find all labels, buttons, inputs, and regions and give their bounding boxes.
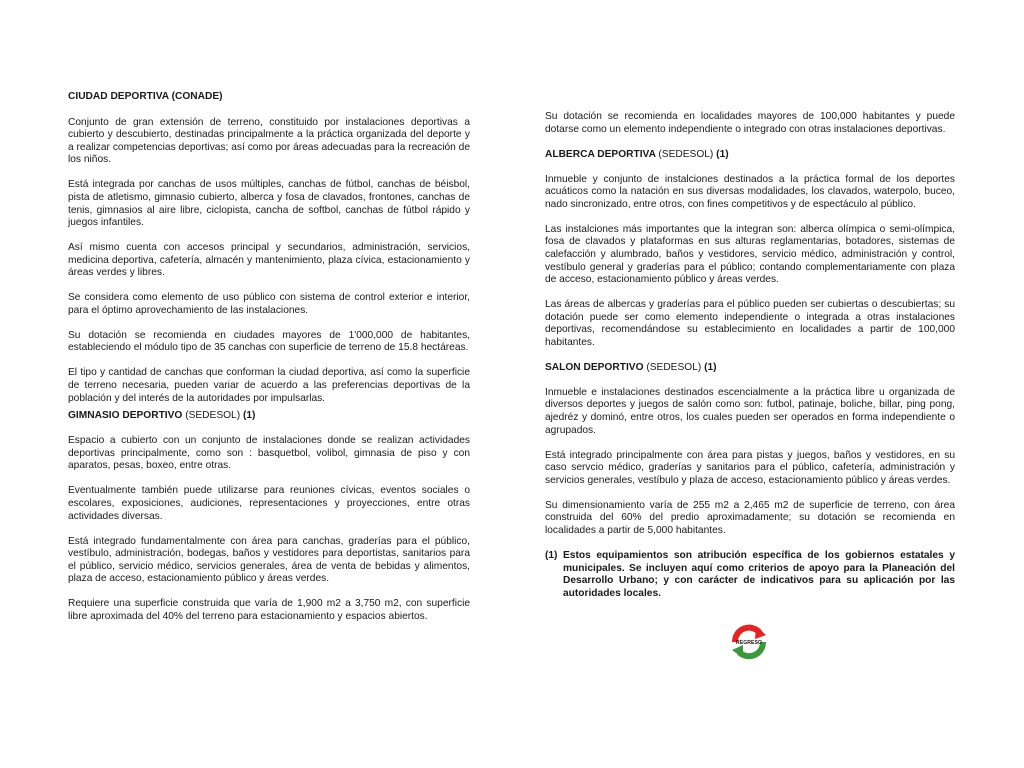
footnote <box>545 550 955 600</box>
ciudad-paragraph: Conjunto de gran extensión de terreno, constituido por instalaciones deportivas a cubierto y descubierto, destinadas principalmente a la práctica organizada del deporte y a realizar competencias deportivas; así como por áreas adecuadas para la recreación de los niños. <box>68 116 470 166</box>
ciudad-paragraph: Su dotación se recomienda en ciudades mayores de 1'000,000 de habitantes, estableciendo el módulo tipo de 35 canchas con superficie de terreno de 15.8 hectáreas. <box>68 329 470 354</box>
salon-paragraph: Su dimensionamiento varía de 255 m2 a 2,465 m2 de superficie de terreno, con área construida del 60% del predio aproximadamente; su dotación se recomienda en localidades a partir de 5,000 habitantes. <box>545 499 955 536</box>
salon-deportivo-heading <box>545 362 955 375</box>
gimnasio-dotacion-paragraph: Su dotación se recomienda en localidades mayores de 100,000 habitantes y puede dotarse como un elemento independiente o integrado con otras instalaciones deportivas. <box>545 111 955 135</box>
gimnasio-heading-main: GIMNASIO DEPORTIVO <box>68 410 183 422</box>
alberca-paragraph: Inmueble y conjunto de instalciones destinados a la práctica formal de los deportes acuáticos como la natación en sus diversas modalidades, los clavados, waterpolo, buceo, nado sincronizado, entre otros, con fines competitivos y de espectáculo al público. <box>545 173 955 210</box>
right-column <box>545 111 955 600</box>
gimnasio-paragraph: Está integrado fundamentalmente con área para canchas, graderías para el público, vestíbulo, administración, bodegas, baños y vestidores para deportistas, sanitarios para el público, servicio médico, servicios generales, área de venta de bebidas y alimentos, plaza de acceso, estacionamiento público y áreas verdes. <box>68 535 470 585</box>
alberca-heading-note: (1) <box>716 148 729 160</box>
ciudad-paragraph: El tipo y cantidad de canchas que conforman la ciudad deportiva, así como la superficie de terreno necesaria, pueden variar de acuerdo a las preferencias deportivas de la población y del interés de la autoridades por impulsarlas. <box>68 367 470 404</box>
gimnasio-heading-note: (1) <box>242 410 256 422</box>
gimnasio-heading-org: (SEDESOL) <box>185 410 241 422</box>
salon-paragraph: Inmueble e instalaciones destinados escencialmente a la práctica libre u organizada de diversos deportes y juegos de salón como son: futbol, patinaje, boliche, billar, ping pong, ajedréz y dominó, entre otros, los cuales pueden ser operados en forma independiente o agrupados. <box>545 386 955 436</box>
gimnasio-deportivo-heading <box>68 410 470 423</box>
back-button-label: REGRESO <box>736 640 762 646</box>
alberca-deportiva-heading <box>545 149 955 162</box>
gimnasio-paragraph: Requiere una superficie construida que varía de 1,900 m2 a 3,750 m2, con superficie libre aproximada del 40% del terreno para estacionamiento y espacios abiertos. <box>68 598 470 622</box>
alberca-paragraph: Las instalciones más importantes que la integran son: alberca olímpica o semi-olímpica, fosa de clavados y plataformas en sus alturas reglamentarias, botadores, sistemas de calefacción y alumbrado, baños y vestidores, servicio médico, administración y control, vestíbulo general y graderías para el público; contando complementariamente con plaza de acceso, estacionamiento público y áreas verdes. <box>545 223 955 286</box>
alberca-heading-org: (SEDESOL) <box>658 148 714 160</box>
salon-paragraph: Está integrado principalmente con área para pistas y juegos, baños y vestidores, en su caso servcio médico, graderías y sanitarios para el público, cafetería, administración y servicios generales, vestíbulo y plaza de acceso, estacionamiento público y áreas verdes. <box>545 449 955 486</box>
left-column <box>68 88 470 636</box>
salon-heading-note: (1) <box>704 361 717 373</box>
footnote-text: Estos equipamientos son atribución específica de los gobiernos estatales y municipales. Se incluyen aquí como criterios de apoyo para la Planeación del Desarrollo Urbano; y con carácter de indicativos para su aplicación por las autoridades locales. <box>563 549 955 599</box>
salon-heading-org: (SEDESOL) <box>646 361 702 373</box>
return-arrow-icon <box>729 622 769 662</box>
gimnasio-paragraph: Espacio a cubierto con un conjunto de instalaciones donde se realizan actividades deportivas principalmente, como son : basquetbol, volibol, gimnasia de piso y con aparatos, pesas, boxeo, entre otras. <box>68 435 470 472</box>
ciudad-paragraph: Está integrada por canchas de usos múltiples, canchas de fútbol, canchas de béisbol, pista de atletismo, gimnasio cubierto, alberca y fosa de clavados, frontones, canchas de tenis, gimnasios al aire libre, ciclopista, cancha de softbol, canchas de fútbol rápido y juegos infantiles. <box>68 179 470 229</box>
alberca-heading-main: ALBERCA DEPORTIVA <box>545 148 656 160</box>
alberca-paragraph: Las áreas de albercas y graderías para el público pueden ser cubiertas o descubiertas; su dotación puede ser como elemento independiente o integrada a otras instalaciones deportivas, recomendándose su establecimiento en localidades a partir de 100,000 habitantes. <box>545 299 955 348</box>
ciudad-paragraph: Así mismo cuenta con accesos principal y secundarios, administración, servicios, medicina deportiva, cafetería, almacén y mantenimiento, plaza cívica, estacionamiento y áreas verdes y libres. <box>68 242 470 279</box>
ciudad-paragraph: Se considera como elemento de uso público con sistema de control exterior e interior, para el óptimo aprovechamiento de las instalaciones. <box>68 292 470 316</box>
gimnasio-paragraph: Eventualmente también puede utilizarse para reuniones cívicas, eventos sociales o escolares, exposiciones, audiciones, representaciones y proyecciones, entre otras actividades diversas. <box>68 485 470 522</box>
footnote-number: (1) <box>545 549 558 561</box>
back-button[interactable] <box>729 622 769 662</box>
ciudad-deportiva-heading: CIUDAD DEPORTIVA (CONADE) <box>68 91 223 102</box>
salon-heading-main: SALON DEPORTIVO <box>545 361 644 373</box>
